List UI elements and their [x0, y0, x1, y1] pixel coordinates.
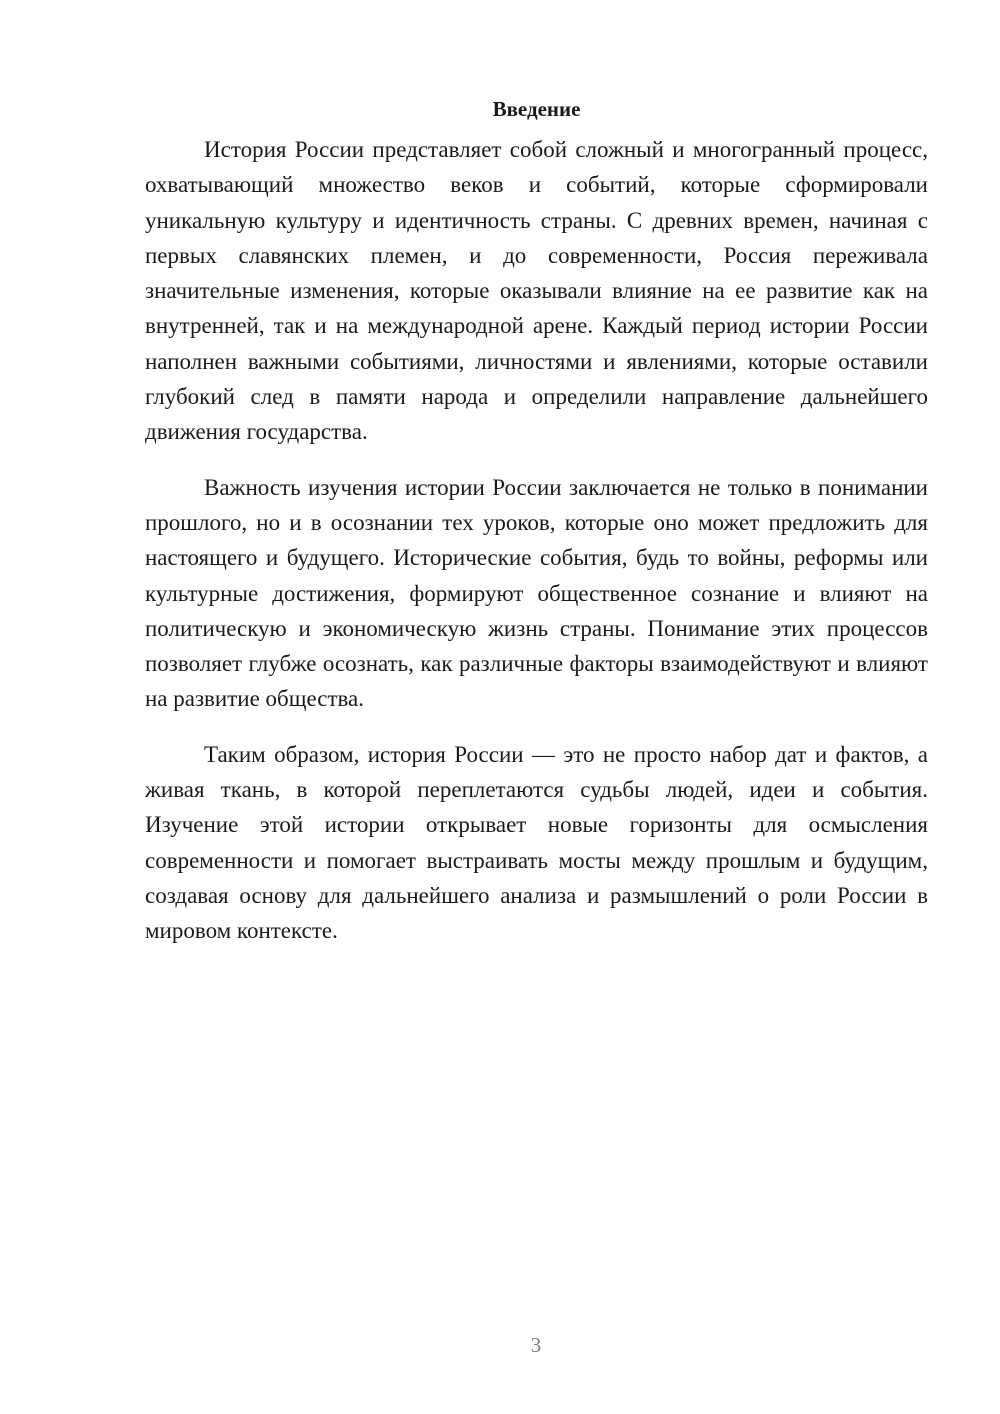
page-number: 3 [530, 1333, 542, 1357]
section-title: Введение [492, 97, 581, 121]
page-content [145, 92, 928, 949]
paragraph-2: Важность изучения истории России заключается не только в понимании прошлого, но и в осознании тех уроков, которые оно может предложить для настоящего и будущего. Исторические события, будь то войны, реформы или культурные достижения, формируют общественное сознание и влияют на политическую и экономическую жизнь страны. Понимание этих процессов позволяет глубже осознать, как различные факторы взаимодействуют и влияют на развитие общества. [145, 474, 928, 712]
paragraph-3: Таким образом, история России — это не просто набор дат и фактов, а живая ткань, в которой переплетаются судьбы людей, идеи и события. Изучение этой истории открывает новые горизонты для осмысления современности и помогает выстраивать мосты между прошлым и будущим, создавая основу для дальнейшего анализа и размышлений о роли России в мировом контексте. [145, 741, 928, 944]
paragraph-1: История России представляет собой сложный и многогранный процесс, охватывающий множество веков и событий, которые сформировали уникальную культуру и идентичность страны. С древних времен, начиная с первых славянских племен, и до современности, Россия переживала значительные изменения, которые оказывали влияние на ее развитие как на внутренней, так и на международной арене. Каждый период истории России наполнен важными событиями, личностями и явлениями, которые оставили глубокий след в памяти народа и определили направление дальнейшего движения государства. [145, 137, 928, 445]
